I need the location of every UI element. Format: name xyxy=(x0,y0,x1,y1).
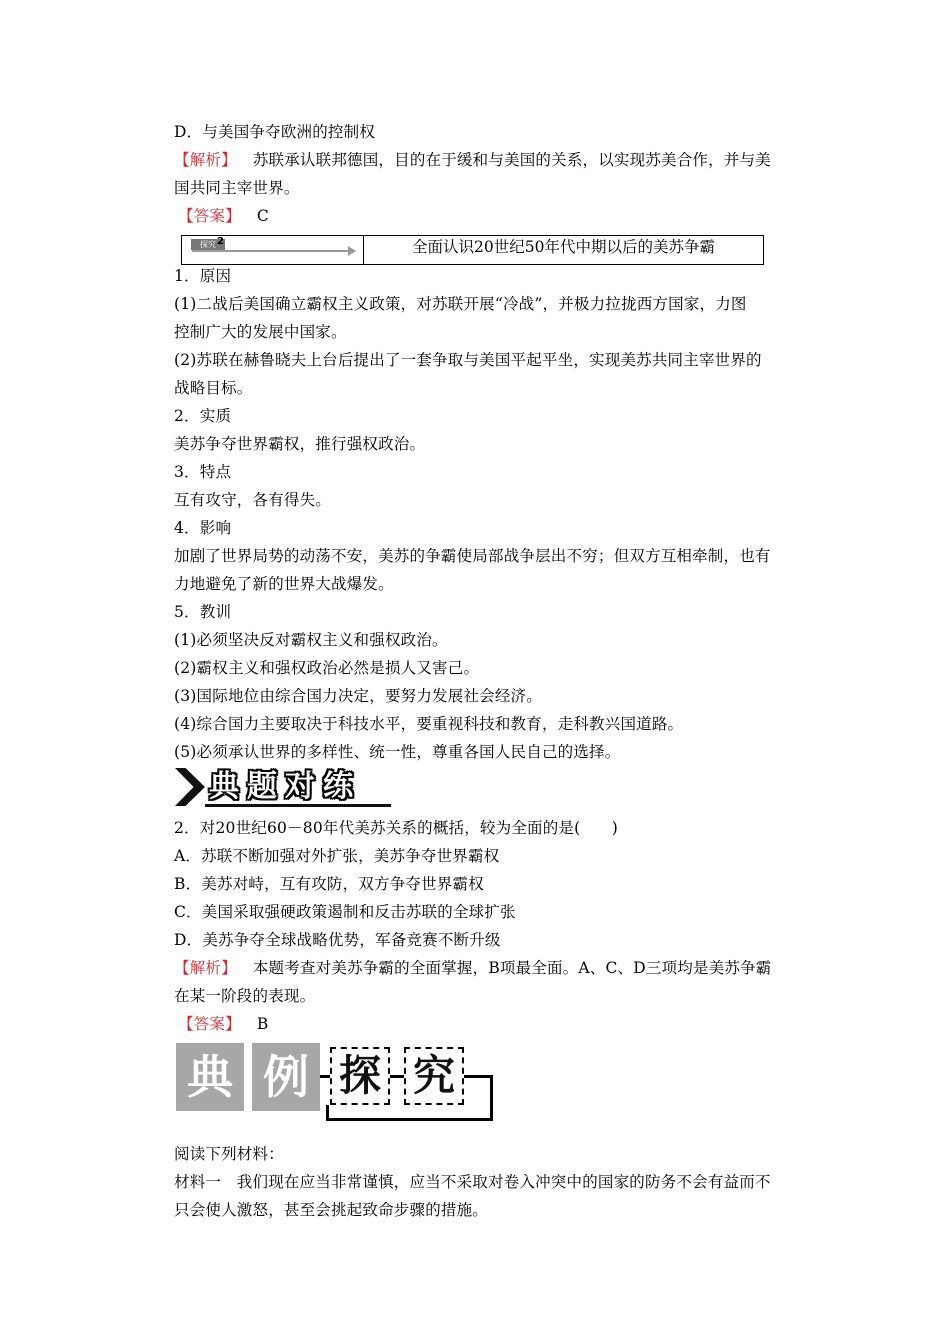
q1-analysis xyxy=(174,150,771,170)
reading-intro: 阅读下列材料： xyxy=(174,1145,284,1163)
arrow-right-icon xyxy=(348,246,356,256)
lesson-2: (2)霸权主义和强权政治必然是损人又害己。 xyxy=(174,659,480,677)
practice-banner-title: 典题对练 xyxy=(209,769,361,804)
banner-char-3: 探 xyxy=(330,1047,390,1105)
chevron-right-icon xyxy=(175,768,205,806)
paragraph-5-line-1: 加剧了世界局势的动荡不安，美苏的争霸使局部战争层出不穷；但双方互相牵制，也有 xyxy=(174,547,771,565)
paragraph-2-line-2: 战略目标。 xyxy=(174,379,253,397)
banner-connector xyxy=(464,1075,492,1078)
paragraph-4: 互有攻守，各有得失。 xyxy=(174,491,332,509)
banner-frame-bottom xyxy=(326,1118,493,1121)
answer-tag: 【答案】 xyxy=(178,207,241,225)
section-heading-4: 4．影响 xyxy=(174,519,232,537)
topic-header-box xyxy=(181,235,764,265)
material-1-line-2: 只会使人激怒，甚至会挑起致命步骤的措施。 xyxy=(174,1201,489,1219)
section-heading-3: 3．特点 xyxy=(174,463,232,481)
q2-analysis xyxy=(174,958,772,978)
q1-answer xyxy=(178,206,269,226)
lesson-3: (3)国际地位由综合国力决定，要努力发展社会经济。 xyxy=(174,687,542,705)
q2-stem: 2．对20世纪60－80年代美苏关系的概括，较为全面的是( ) xyxy=(174,819,619,837)
arrow-line xyxy=(192,250,352,252)
section-heading-5: 5．教训 xyxy=(174,603,232,621)
q2-analysis-text-2: 在某一阶段的表现。 xyxy=(174,987,316,1005)
q1-analysis-text-2: 国共同主宰世界。 xyxy=(174,179,300,197)
topic-label-cell xyxy=(182,236,364,264)
topic-number: 2 xyxy=(217,236,224,247)
q2-analysis-text-1: 本题考查对美苏争霸的全面掌握，B项最全面。A、C、D三项均是美苏争霸 xyxy=(252,959,772,977)
banner-char-2: 例 xyxy=(252,1043,320,1111)
paragraph-2-line-1: (2)苏联在赫鲁晓夫上台后提出了一套争取与美国平起平坐，实现美苏共同主宰世界的 xyxy=(174,351,762,369)
banner-connector xyxy=(390,1075,404,1078)
banner-frame-right xyxy=(490,1075,493,1120)
analysis-tag: 【解析】 xyxy=(174,151,237,169)
example-banner xyxy=(176,1043,494,1125)
section-heading-2: 2．实质 xyxy=(174,407,232,425)
lesson-1: (1)必须坚决反对霸权主义和强权政治。 xyxy=(174,631,448,649)
lesson-4: (4)综合国力主要取决于科技水平，要重视科技和教育，走科教兴国道路。 xyxy=(174,715,684,733)
material-1-line-1: 材料一 我们现在应当非常谨慎，应当不采取对卷入冲突中的国家的防务不会有益而不 xyxy=(174,1173,771,1191)
q2-answer-value: B xyxy=(256,1015,269,1033)
section-heading-1: 1．原因 xyxy=(174,267,232,285)
practice-banner xyxy=(175,768,391,808)
banner-char-1: 典 xyxy=(176,1043,244,1111)
answer-tag: 【答案】 xyxy=(178,1015,241,1033)
paragraph-1-line-2: 控制广大的发展中国家。 xyxy=(174,323,347,341)
q1-analysis-text-1: 苏联承认联邦德国，目的在于缓和与美国的关系，以实现苏美合作，并与美 xyxy=(252,151,771,169)
analysis-tag: 【解析】 xyxy=(174,959,237,977)
q2-option-a: A．苏联不断加强对外扩张，美苏争夺世界霸权 xyxy=(174,847,500,865)
q2-option-b: B．美苏对峙，互有攻防，双方争夺世界霸权 xyxy=(174,875,484,893)
banner-connector xyxy=(320,1075,330,1078)
lesson-5: (5)必须承认世界的多样性、统一性，尊重各国人民自己的选择。 xyxy=(174,743,621,761)
q2-option-c: C．美国采取强硬政策遏制和反击苏联的全球扩张 xyxy=(174,903,516,921)
banner-char-4: 究 xyxy=(404,1047,464,1105)
topic-title: 全面认识20世纪50年代中期以后的美苏争霸 xyxy=(412,238,715,256)
paragraph-5-line-2: 力地避免了新的世界大战爆发。 xyxy=(174,575,394,593)
q1-answer-value: C xyxy=(256,207,269,225)
banner-underline xyxy=(205,804,391,807)
q1-option-d: D．与美国争夺欧洲的控制权 xyxy=(174,123,376,141)
paragraph-1-line-1: (1)二战后美国确立霸权主义政策，对苏联开展“冷战”，并极力拉拢西方国家，力图 xyxy=(174,295,747,313)
topic-badge: 探究 xyxy=(191,239,225,250)
q2-answer xyxy=(178,1014,268,1034)
q2-option-d: D．美苏争夺全球战略优势，军备竞赛不断升级 xyxy=(174,931,501,949)
paragraph-3: 美苏争夺世界霸权，推行强权政治。 xyxy=(174,435,426,453)
banner-frame-left xyxy=(326,1105,329,1120)
